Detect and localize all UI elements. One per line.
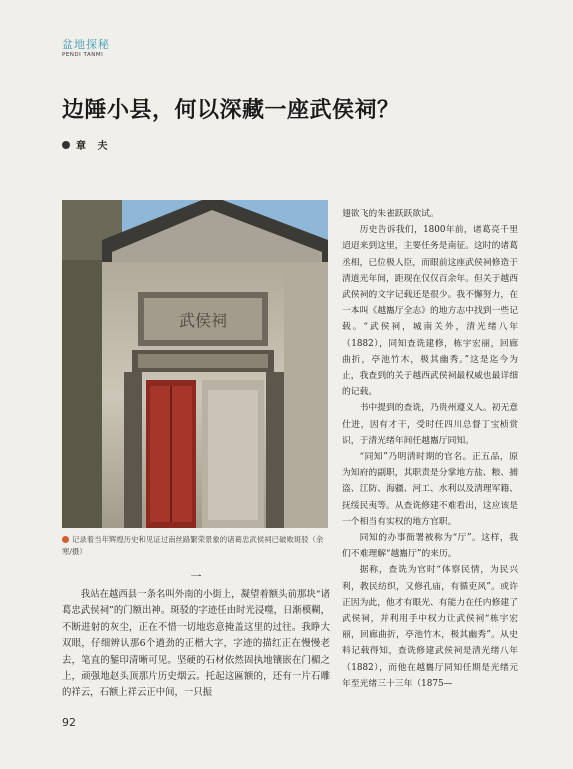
section-name-pinyin: PENDI TANMI xyxy=(62,52,104,58)
section-tag xyxy=(62,38,142,59)
body-paragraph: 翅欲飞的朱雀跃跃欲试。 xyxy=(342,209,439,219)
author-bullet-icon xyxy=(62,141,70,149)
photo-caption xyxy=(62,534,330,558)
body-paragraph: 书中提到的查诜，乃贵州遵义人。初无意仕进，因有才干，受时任四川总督丁宝桢赏识，于清光绪年间任越巂厅同知。 xyxy=(342,403,518,446)
caption-text: 记录着当年辉煌历史和见证过南丝路繁荣景象的诸葛忠武侯祠已破败斑驳（余寒/摄） xyxy=(62,535,324,556)
section-name: 盆地探秘 xyxy=(62,38,110,51)
article-title: 边陲小县，何以深藏一座武侯祠？ xyxy=(62,98,400,123)
temple-gate-photo xyxy=(62,200,328,528)
article-photo xyxy=(62,200,328,528)
plaque-text: 武侯祠 xyxy=(178,311,228,330)
page-number: 92 xyxy=(62,716,76,729)
body-paragraph: 同知的办事衙署被称为“厅”。这样，我们不难理解“越巂厅”的来历。 xyxy=(342,533,518,560)
body-paragraph: “同知”乃明清时期的官名。正五品，原为知府的副职，其职责是分掌地方盐、粮、捕盗、江防、海疆、河工、水利以及清理军籍、抚绥民夷等。从查诜修建不难看出，这应该是一个相当有实权的地方官职。 xyxy=(342,452,518,527)
body-paragraph: 历史告诉我们，1800年前，诸葛亮千里迢迢来到这里，主要任务是南征。这时的诸葛丞相，已位极人臣，而眼前这座武侯祠修造于清道光年间，距现在仅仅百余年。但关于越西武侯祠的文字记载还是很少。我不懈努力，在一本叫《越巂厅全志》的地方志中找到一些记载。“武侯祠，城南关外，清光绪八年（1882），同知查诜建修，栋宇宏丽，回廊曲折，亭池竹木，极其幽秀。”这是迄今为止，我查到的关于越西武侯祠最权威也最详细的记载。 xyxy=(342,225,518,398)
body-paragraph: 我站在越西县一条名叫外南的小街上，凝望着额头前那块“诸葛忠武侯祠”的门额出神。斑驳的字迹任由时光浸噬，日渐模糊，不断进射的灰尘，正在不惜一切地恣意掩盖这里的过往。我睁大双眼，仔细辨认那6个遒劲的正楷大字，字迹的描红正在慢慢老去，笔直的錾印清晰可见。坚硬的石材依然固执地镶嵌在门楣之上，顽强地赵头顶那片历史烟云。托起这匾额的，还有一片石雕的祥云，石额上祥云正中间，一只振 xyxy=(62,589,330,699)
left-text-block xyxy=(62,570,330,702)
body-paragraph: 据称，查诜为官时“体察民情，为民兴利，教民纺织，又修孔庙，有循吏风”。或许正因为此，他才有眼光、有能力在任内修建了武侯祠，并利用手中权力让武侯祠“栋宇宏丽，回廊曲折，亭池竹木，极其幽秀”。从史料记载得知，查诜修建武侯祠是清光绪八年（1882），而他在越巂厅同知任期是光绪元年至光绪三十三年（1875— xyxy=(342,565,518,689)
author-name: 章 夫 xyxy=(76,141,112,152)
byline xyxy=(62,137,111,152)
caption-bullet-icon xyxy=(62,536,69,543)
section-number: 一 xyxy=(190,570,202,583)
right-column xyxy=(342,206,518,692)
